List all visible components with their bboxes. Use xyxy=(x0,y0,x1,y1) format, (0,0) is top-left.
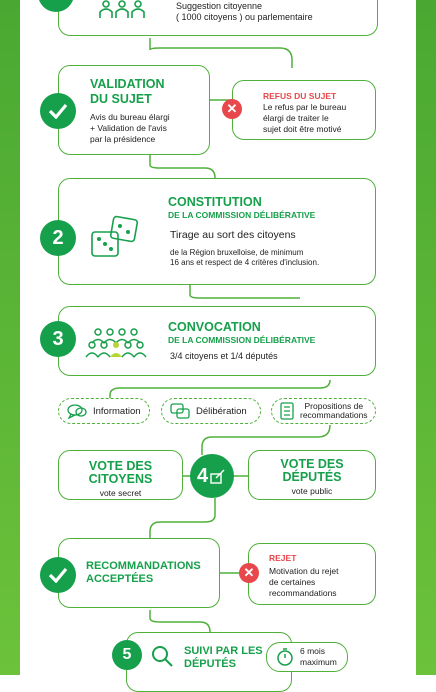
citizens-group-icon xyxy=(98,0,146,25)
speech-bubble-icon xyxy=(67,403,87,419)
validation-desc: Avis du bureau élargi + Validation de l'avis par la présidence xyxy=(90,112,170,144)
document-list-icon xyxy=(280,402,294,420)
suggestion-text: Suggestion citoyenne ( 1000 citoyens ) ou parlementaire xyxy=(176,1,313,22)
validation-title: VALIDATION DU SUJET xyxy=(90,77,165,106)
vote-deputes-desc: vote public xyxy=(291,486,333,496)
step-4-number: 4 xyxy=(197,464,209,487)
convocation-subtitle: DE LA COMMISSION DÉLIBÉRATIVE xyxy=(168,335,316,345)
phase-deliberation-label: Délibération xyxy=(196,405,247,417)
magnifier-icon xyxy=(150,644,174,673)
constitution-lead: Tirage au sort des citoyens xyxy=(170,229,296,241)
phase-propositions-label: Propositions de recommandations xyxy=(300,401,368,420)
delay-text: 6 mois maximum xyxy=(300,646,337,667)
rejet-cross-icon: ✕ xyxy=(239,563,259,583)
convocation-desc: 3/4 citoyens et 1/4 députés xyxy=(170,351,278,361)
rejet-desc: Motivation du rejet de certaines recommandations xyxy=(269,566,339,598)
vote-deputes-title: VOTE DES DÉPUTÉS xyxy=(280,457,344,484)
step-2-number: 2 xyxy=(40,220,76,256)
vote-citoyens-desc: vote secret xyxy=(99,488,142,498)
dice-icon xyxy=(90,214,146,267)
constitution-desc: de la Région bruxelloise, de minimum 16 ans et respect de 4 critères d'inclusion. xyxy=(170,248,320,267)
commission-people-icon xyxy=(84,327,150,364)
refus-desc: Le refus par le bureau élargi de traiter le sujet doit être motivé xyxy=(263,102,347,134)
rejet-title: REJET xyxy=(269,553,297,563)
stopwatch-icon xyxy=(275,647,295,672)
validation-check-icon xyxy=(40,93,76,129)
step-4-circle xyxy=(190,454,234,498)
accepted-check-icon xyxy=(40,557,76,593)
discussion-icon xyxy=(170,403,190,419)
ballot-pen-icon xyxy=(210,468,226,484)
convocation-title: CONVOCATION xyxy=(168,320,261,334)
constitution-subtitle: DE LA COMMISSION DÉLIBÉRATIVE xyxy=(168,210,316,220)
recommandations-acceptees-title: RECOMMANDATIONS ACCEPTÉES xyxy=(86,560,201,585)
constitution-title: CONSTITUTION xyxy=(168,195,262,209)
phase-information-label: Information xyxy=(93,405,141,417)
phase-information xyxy=(58,398,150,424)
suivi-title: SUIVI PAR LES DÉPUTÉS xyxy=(184,645,263,670)
refus-cross-icon: ✕ xyxy=(222,99,242,119)
step-3-number: 3 xyxy=(40,321,76,357)
refus-title: REFUS DU SUJET xyxy=(263,91,337,101)
step-5-number: 5 xyxy=(112,640,142,670)
phase-deliberation xyxy=(161,398,261,424)
vote-citoyens-title: VOTE DES CITOYENS xyxy=(88,459,153,486)
phase-propositions xyxy=(271,398,376,424)
